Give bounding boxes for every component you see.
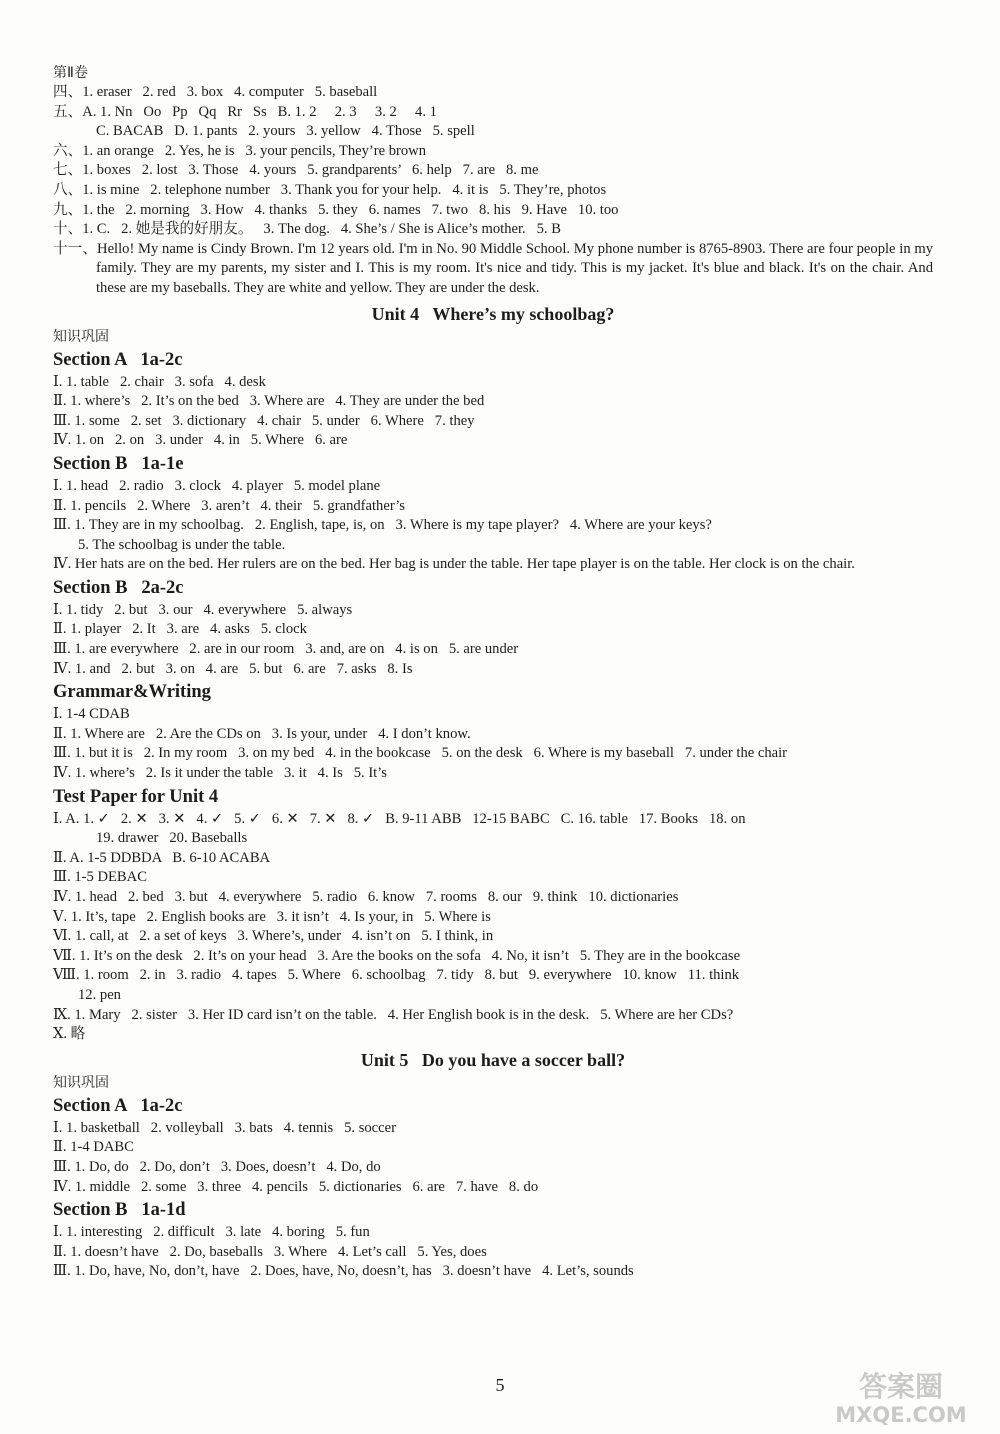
- answer-line: Ⅲ. 1. are everywhere 2. are in our room 3. and, are on 4. is on 5. are under: [53, 641, 519, 658]
- answer-line: 八、1. is mine 2. telephone number 3. Thank you for your help. 4. it is 5. They’re, photos: [53, 181, 607, 198]
- section-title: Section B 1a-1d: [53, 1200, 186, 1221]
- unit4-title: Unit 4 Where’s my schoolbag?: [371, 303, 615, 324]
- answer-line: Ⅳ. 1. where’s 2. Is it under the table 3. it 4. Is 5. It’s: [53, 765, 387, 782]
- answer-line: Ⅰ. 1. head 2. radio 3. clock 4. player 5. model plane: [53, 477, 381, 494]
- section-title: Section B 1a-1e: [53, 453, 184, 474]
- watermark-bottom-text: MXQE.COM: [835, 1403, 967, 1427]
- answer-line: Ⅲ. 1. Do, do 2. Do, don’t 3. Does, doesn’t 4. Do, do: [53, 1158, 381, 1175]
- section-title: Section A 1a-2c: [53, 349, 183, 370]
- unit5-title: Unit 5 Do you have a soccer ball?: [360, 1049, 626, 1070]
- answer-line: Ⅰ. 1. interesting 2. difficult 3. late 4. boring 5. fun: [53, 1224, 370, 1241]
- answer-line: Ⅳ. 1. middle 2. some 3. three 4. pencils 5. dictionaries 6. are 7. have 8. do: [53, 1178, 539, 1195]
- answer-line: Ⅲ. 1. They are in my schoolbag. 2. English, tape, is, on 3. Where is my tape player? 4. Where are your keys?: [53, 517, 712, 534]
- answer-line: Ⅱ. 1-4 DABC: [53, 1139, 134, 1156]
- answer-line: Ⅰ. 1. tidy 2. but 3. our 4. everywhere 5. always: [53, 601, 353, 618]
- answer-line: Ⅱ. 1. doesn’t have 2. Do, baseballs 3. Where 4. Let’s call 5. Yes, does: [53, 1243, 487, 1260]
- answer-line: Ⅶ. 1. It’s on the desk 2. It’s on your head 3. Are the books on the sofa 4. No, it isn’t 5. They are in the bookcase: [53, 947, 741, 964]
- answer-line: Ⅴ. 1. It’s, tape 2. English books are 3. it isn’t 4. Is your, in 5. Where is: [53, 908, 491, 925]
- answer-line: 十、1. C. 2. 她是我的好朋友。 3. The dog. 4. She’s / She is Alice’s mother. 5. B: [53, 221, 561, 238]
- page-number: 5: [495, 1375, 505, 1395]
- answer-line: Ⅰ. A. 1. ✓ 2. ✕ 3. ✕ 4. ✓ 5. ✓ 6. ✕ 7. ✕ 8. ✓ B. 9-11 ABB 12-15 BABC C. 16. table 17. Books 18. on: [53, 810, 746, 827]
- answer-line: Ⅵ. 1. call, at 2. a set of keys 3. Where’s, under 4. isn’t on 5. I think, in: [53, 928, 494, 945]
- answer-line: Ⅲ. 1. some 2. set 3. dictionary 4. chair 5. under 6. Where 7. they: [53, 412, 475, 429]
- part2-heading: 第Ⅱ卷: [53, 65, 88, 81]
- section-title: Test Paper for Unit 4: [53, 786, 219, 807]
- unit4-label: 知识巩固: [53, 328, 109, 345]
- answer-line: Ⅱ. 1. Where are 2. Are the CDs on 3. Is your, under 4. I don’t know.: [53, 725, 471, 742]
- answer-line: Ⅲ. 1. but it is 2. In my room 3. on my bed 4. in the bookcase 5. on the desk 6. Where is my baseball 7. under the chair: [53, 745, 788, 762]
- answer-line: 19. drawer 20. Baseballs: [96, 830, 248, 847]
- answer-line: 六、1. an orange 2. Yes, he is 3. your pencils, They’re brown: [53, 142, 427, 159]
- answer-page: [53, 64, 933, 1282]
- answer-line: Ⅰ. 1. basketball 2. volleyball 3. bats 4. tennis 5. soccer: [53, 1119, 396, 1136]
- section-title: Section B 2a-2c: [53, 577, 184, 598]
- answer-line: C. BACAB D. 1. pants 2. yours 3. yellow 4. Those 5. spell: [96, 123, 475, 140]
- answer-line: Ⅳ. 1. head 2. bed 3. but 4. everywhere 5. radio 6. know 7. rooms 8. our 9. think 10. dictionaries: [53, 889, 679, 905]
- answer-line: Ⅹ. 略: [53, 1026, 86, 1043]
- answer-paragraph: 十一、Hello! My name is Cindy Brown. I'm 12 years old. I'm in No. 90 Middle School. My phone number is 8765-8903. There are four people in my family. They are my parents, my sister and I. This is my room. It's nice and tidy. This is my jacket. It's blue and black. It's on the chair. And these are my baseballs. They are white and yellow. They are under the desk.: [53, 240, 933, 296]
- answer-line: Ⅳ. 1. and 2. but 3. on 4. are 5. but 6. are 7. asks 8. Is: [53, 660, 413, 677]
- answer-line: 九、1. the 2. morning 3. How 4. thanks 5. they 6. names 7. two 8. his 9. Have 10. too: [53, 201, 619, 218]
- answer-line: Ⅱ. 1. pencils 2. Where 3. aren’t 4. their 5. grandfather’s: [53, 497, 405, 514]
- unit5-label: 知识巩固: [53, 1074, 109, 1091]
- answer-line: 5. The schoolbag is under the table.: [78, 536, 286, 553]
- answer-line: Ⅸ. 1. Mary 2. sister 3. Her ID card isn’t on the table. 4. Her English book is in the desk. 5. Where are her CDs?: [53, 1006, 734, 1023]
- section-title: Grammar&Writing: [53, 682, 211, 703]
- answer-line: 七、1. boxes 2. lost 3. Those 4. yours 5. grandparents’ 6. help 7. are 8. me: [53, 162, 539, 179]
- answer-line: Ⅲ. 1-5 DEBAC: [53, 869, 147, 886]
- answer-line: Ⅱ. 1. where’s 2. It’s on the bed 3. Where are 4. They are under the bed: [53, 393, 485, 410]
- section-title: Section A 1a-2c: [53, 1095, 183, 1116]
- watermark-logo: [816, 1366, 986, 1428]
- answer-line: 12. pen: [78, 986, 121, 1003]
- answer-line: Ⅱ. 1. player 2. It 3. are 4. asks 5. clock: [53, 621, 307, 638]
- answer-line: Ⅲ. 1. Do, have, No, don’t, have 2. Does, have, No, doesn’t, has 3. doesn’t have 4. Let’s, sounds: [53, 1263, 634, 1280]
- answer-line: Ⅰ. 1-4 CDAB: [53, 706, 130, 723]
- answer-line: Ⅰ. 1. table 2. chair 3. sofa 4. desk: [53, 373, 266, 390]
- answer-line: 五、A. 1. Nn Oo Pp Qq Rr Ss B. 1. 2 2. 3 3. 2 4. 1: [53, 103, 437, 120]
- watermark-top-text: 答案圈: [858, 1370, 944, 1403]
- answer-paragraph: Ⅳ. Her hats are on the bed. Her rulers are on the bed. Her bag is under the table. Her tape player is on the table. Her clock is on the chair.: [53, 556, 855, 573]
- answer-line: 四、1. eraser 2. red 3. box 4. computer 5. baseball: [53, 84, 378, 100]
- answer-line: Ⅱ. A. 1-5 DDBDA B. 6-10 ACABA: [53, 849, 271, 866]
- answer-line: Ⅷ. 1. room 2. in 3. radio 4. tapes 5. Where 6. schoolbag 7. tidy 8. but 9. everywhere 10. know 11. think: [53, 967, 740, 984]
- answer-line: Ⅳ. 1. on 2. on 3. under 4. in 5. Where 6. are: [53, 432, 348, 449]
